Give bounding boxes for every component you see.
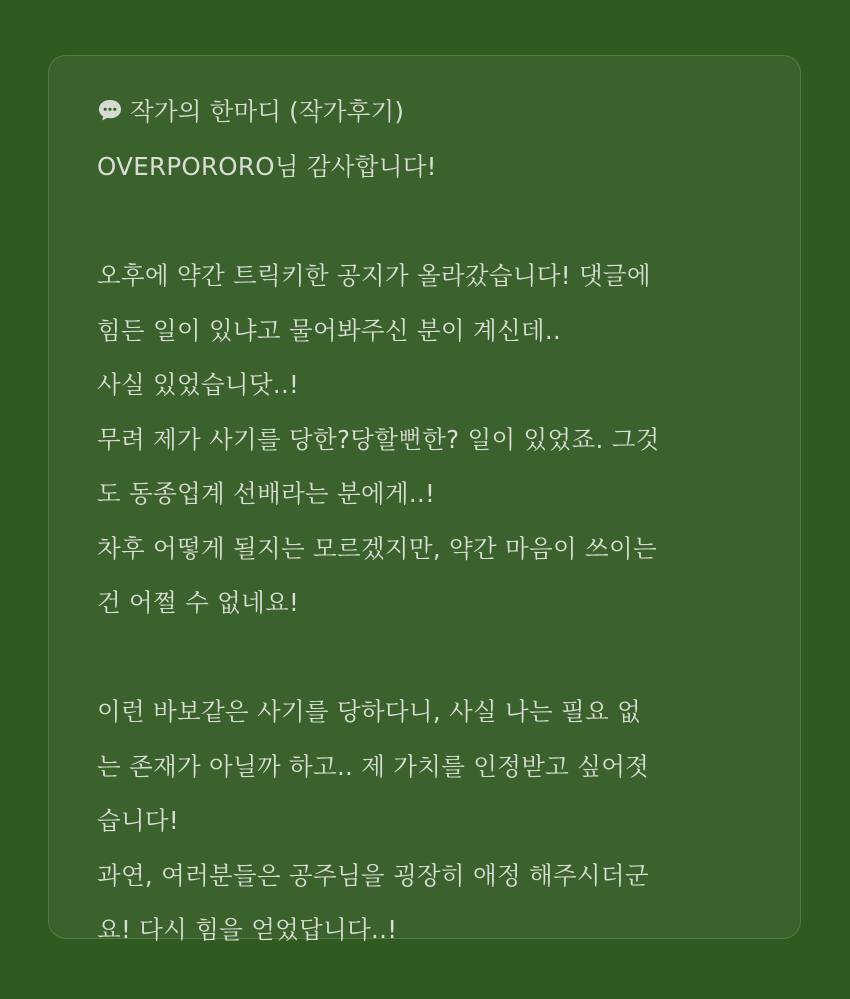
- note-line: 오후에 약간 트릭키한 공지가 올라갔습니다! 댓글에: [97, 261, 651, 290]
- note-line: 도 동종업계 선배라는 분에게..!: [97, 479, 436, 508]
- note-line: [97, 631, 777, 686]
- note-line: 건 어쩔 수 없네요!: [97, 588, 300, 617]
- note-line: 요! 다시 힘을 얻었답니다..!: [97, 915, 398, 944]
- note-line: 차후 어떻게 될지는 모르겠지만, 약간 마음이 쓰이는: [97, 533, 657, 563]
- note-line: 습니다!: [97, 806, 180, 835]
- author-note-title: 작가의 한마디 (작가후기): [130, 96, 405, 126]
- author-note-body: [97, 140, 777, 958]
- author-note-card: [48, 55, 801, 944]
- note-line: OVERPORORO님 감사합니다!: [97, 152, 437, 181]
- author-note-header: [97, 92, 404, 128]
- note-line: 이런 바보같은 사기를 당하다니, 사실 나는 필요 없: [97, 697, 642, 726]
- note-line: [97, 195, 777, 250]
- note-line: 는 존재가 아닐까 하고.. 제 가치를 인정받고 싶어졋: [97, 751, 650, 781]
- note-line: 무려 제가 사기를 당한?당할뻔한? 일이 있었죠. 그것: [97, 424, 660, 454]
- chat-bubble-icon: [97, 97, 123, 123]
- note-line: 힘든 일이 있냐고 물어봐주신 분이 계신데..: [97, 315, 562, 345]
- note-line: 과연, 여러분들은 공주님을 굉장히 애정 해주시더군: [97, 860, 649, 890]
- note-line: 사실 있었습니닷..!: [97, 370, 300, 399]
